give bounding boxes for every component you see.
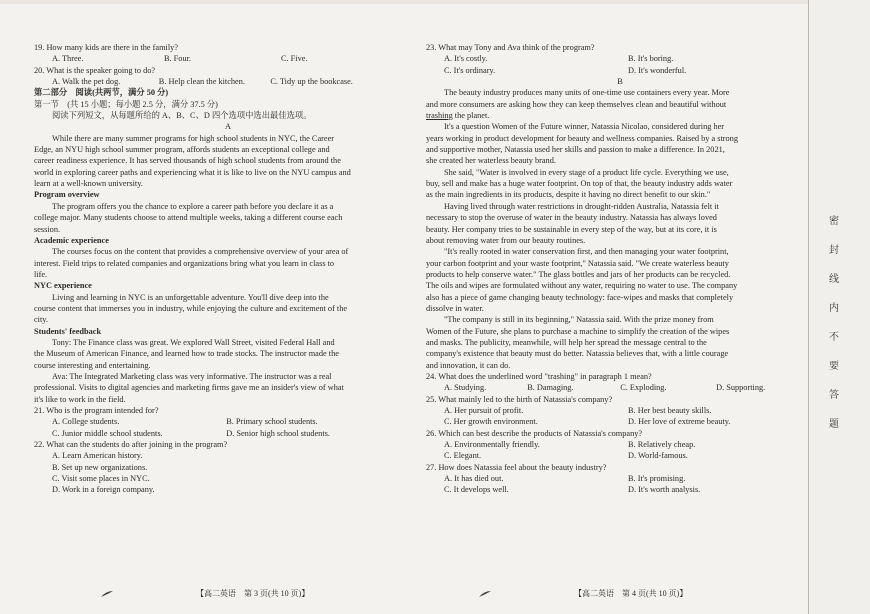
answer-option: A. Environmentally friendly.: [444, 440, 540, 450]
answer-option: D. Senior high school students.: [226, 428, 330, 438]
text-line: career readiness experience. It has served thousands of high school students from around the: [34, 156, 341, 166]
text-line: life.: [34, 269, 48, 279]
text-line: and masks. The publicity, meanwhile, will help her spread the message central to the: [426, 337, 707, 347]
text-line: beauty. Her company tries to be sustainable in every step of the way, but at its core, it is: [426, 224, 717, 234]
quill-icon: [100, 590, 114, 598]
left-page-footer: [100, 588, 400, 599]
answer-option: A. Three.: [52, 54, 84, 64]
answer-option: A. Studying.: [444, 383, 487, 393]
seal-line-char: 密: [829, 216, 839, 227]
text-line: The program offers you the chance to explore a career path before you declare it as a: [52, 201, 334, 211]
seal-line-char: 答: [829, 390, 839, 401]
text-line: years working in product development for beauty and wellness companies. Raised by a strong: [426, 133, 738, 143]
text-line: It's a question Women of the Future winner, Natassia Nicolao, considered during her: [444, 122, 725, 132]
text-line: 26. Which can best describe the products of Natassia's company?: [426, 428, 643, 438]
passage-letter: A: [225, 122, 231, 132]
text-line: necessary to stop the overuse of water in the beauty industry. Natassia has always loved: [426, 213, 717, 223]
text-line: B. Set up new organizations.: [52, 462, 148, 472]
text-line: session.: [34, 224, 61, 234]
text-line: 21. Who is the program intended for?: [34, 406, 159, 415]
answer-option: D. World-famous.: [628, 451, 688, 461]
right-page-number: 【高二英语 第 4 页(共 10 页)】: [574, 589, 688, 598]
text-line: 22. What can the students do after joining in the program?: [34, 440, 228, 450]
text-line: company's existence that beauty must do better. Natassia believes that, with a little courage: [426, 349, 729, 359]
text-line: 第一节 (共 15 小题；每小题 2.5 分，满分 37.5 分): [34, 99, 218, 109]
answer-option: C. Her growth environment.: [444, 417, 538, 427]
text-line: The beauty industry produces many units of one-time use containers every year. More: [444, 88, 730, 98]
answer-option: B. Relatively cheap.: [628, 440, 696, 450]
answer-options: [426, 439, 814, 450]
text-line: 20. What is the speaker going to do?: [34, 65, 156, 75]
text-line: "The company is still in its beginning," Natassia said. With the prize money from: [444, 315, 714, 325]
passage-letter: B: [617, 77, 623, 87]
text-line: it's like to work in the field.: [34, 394, 126, 404]
answer-option: C. Five.: [281, 54, 308, 64]
text-line: "It's really rooted in water conservation first, and then managing your water footprint,: [444, 247, 729, 257]
text-line: 23. What may Tony and Ava think of the program?: [426, 43, 595, 52]
section-heading: Students' feedback: [34, 326, 102, 336]
answer-option: A. It's costly.: [444, 54, 488, 64]
text-line: the Museum of American Finance, and learned how to trade stocks. The instructor made the: [34, 349, 339, 359]
text-line: interest. Field trips to related companies and organizations bring what you learn in class to: [34, 258, 335, 268]
answer-option: B. It's boring.: [628, 54, 674, 64]
text-line: college major. Many students choose to attend multiple weeks, taking a different course each: [34, 213, 343, 223]
answer-options: [426, 382, 814, 393]
answer-options: [426, 405, 814, 416]
answer-option: D. Her love of extreme beauty.: [628, 417, 731, 427]
text-line: and more consumers are asking how they can keep themselves clean and beautiful without: [426, 99, 727, 109]
answer-options: [426, 450, 814, 461]
answer-option: B. Damaging.: [527, 383, 574, 393]
left-page-number: 【高二英语 第 3 页(共 10 页)】: [196, 589, 310, 598]
text-line: Women of the Future, she plans to purchase a machine to simplify the creation of the wipes: [426, 326, 730, 336]
section-heading: Program overview: [34, 190, 100, 200]
section-heading: NYC experience: [34, 281, 92, 291]
seal-line-char: 线: [829, 274, 839, 285]
answer-option: C. It's ordinary.: [444, 65, 496, 75]
text-line: world in exploring career paths and experiencing what it is like to live on the NYU campus and: [34, 167, 351, 177]
text-line: also has a piece of game changing beauty technology: face-wipes and masks that completely: [426, 292, 734, 302]
answer-options: [34, 428, 422, 439]
text-line: she created her waterless beauty brand.: [426, 156, 556, 166]
text-line: Tony: The Finance class was great. We explored Wall Street, visited Federal Hall and: [52, 337, 335, 347]
text-line: dissolve in water.: [426, 303, 484, 313]
seal-line-char: 封: [829, 245, 839, 256]
text-line: buy, sell and make has a huge water footprint. On top of that, the beauty industry adds water: [426, 179, 733, 189]
text-line: products to help conserve water." The glass bottles and jars of her products can be recycled.: [426, 269, 731, 279]
text-line: course content that immerses you in industry, while enjoying the culture and excitement of the: [34, 303, 348, 313]
underlined-word: trashing: [426, 111, 453, 121]
section-heading: Academic experience: [34, 235, 109, 245]
seal-line-margin: [808, 0, 870, 614]
text-line: and supportive mother, Natassia used her skills and passion to make a difference. In 2021,: [426, 145, 725, 155]
answer-option: A. Walk the pet dog.: [52, 77, 121, 87]
text-line: 25. What mainly led to the birth of Natassia's company?: [426, 394, 613, 404]
text-line: learn at a well-known university.: [34, 179, 143, 189]
top-edge: [0, 0, 870, 4]
text-line: C. Visit some places in NYC.: [52, 474, 150, 484]
answer-option: B. Primary school students.: [226, 417, 318, 427]
seal-line-char: 要: [829, 361, 839, 372]
answer-option: A. Her pursuit of profit.: [444, 406, 524, 415]
text-line: D. Work in a foreign company.: [52, 485, 155, 495]
text-line: Edge, an NYU high school summer program, affords students an exceptional college and: [34, 145, 330, 155]
answer-options: [34, 416, 422, 427]
answer-options: [426, 53, 814, 64]
left-page: [34, 42, 422, 496]
answer-option: B. Help clean the kitchen.: [158, 77, 245, 87]
answer-options: [426, 473, 814, 484]
text-line: professional. Visits to digital agencies and marketing firms gave me an insider's view of what: [34, 383, 344, 393]
text-line: city.: [34, 315, 48, 325]
text-line: 19. How many kids are there in the family?: [34, 43, 179, 52]
seal-line-char: 内: [829, 303, 839, 314]
answer-option: D. It's wonderful.: [628, 65, 687, 75]
answer-option: C. Elegant.: [444, 451, 482, 461]
text-line: While there are many summer programs for high school students in NYC, the Career: [52, 133, 335, 143]
answer-option: C. Tidy up the bookcase.: [270, 77, 353, 87]
answer-options: [426, 416, 814, 427]
text-line: as the main ingredients in its products, despite it having no direct benefit to our skin.": [426, 190, 711, 200]
quill-icon: [478, 590, 492, 598]
answer-options: [426, 65, 814, 76]
text-line: 27. How does Natassia feel about the beauty industry?: [426, 462, 607, 472]
text-line: The oils and wipes are formulated without any water, requiring no water to use. The company: [426, 281, 738, 291]
text-line: course interesting and entertaining.: [34, 360, 151, 370]
answer-option: C. It develops well.: [444, 485, 509, 495]
text-line: The courses focus on the content that provides a comprehensive overview of your area of: [52, 247, 349, 257]
text-line: Having lived through water restrictions in drought-ridden Australia, Natassia felt it: [444, 201, 719, 211]
answer-option: A. College students.: [52, 417, 120, 427]
text-line: your carbon footprint and your waste footprint," Natassia said. "We create waterless beauty: [426, 258, 729, 268]
answer-option: B. Her best beauty skills.: [628, 406, 712, 415]
text-line: trashing the planet.: [426, 111, 490, 121]
text-line: A. Learn American history.: [52, 451, 143, 461]
answer-options: [426, 484, 814, 495]
answer-options: [34, 76, 422, 87]
text-line: Ava: The Integrated Marketing class was very informative. The instructor was a real: [52, 371, 332, 381]
seal-line-char: 不: [829, 332, 839, 343]
section-heading: 第二部分 阅读(共两节，满分 50 分): [34, 88, 169, 98]
text-line: 阅读下列短文，从每题所给的 A、B、C、D 四个选项中选出最佳选项。: [52, 111, 312, 121]
right-page-footer: [478, 588, 778, 599]
text-line: 24. What does the underlined word "trashing" in paragraph 1 mean?: [426, 371, 652, 381]
text-line: Living and learning in NYC is an unforgettable adventure. You'll dive deep into the: [52, 292, 329, 302]
answer-options: [34, 53, 422, 64]
answer-option: B. Four.: [164, 54, 191, 64]
answer-option: A. It has died out.: [444, 474, 504, 484]
text-line: about removing water from our beauty routines.: [426, 235, 586, 245]
seal-line-char: 题: [829, 419, 839, 430]
text-line: She said, "Water is involved in every stage of a product life cycle. Everything we use,: [444, 167, 729, 177]
answer-option: C. Junior middle school students.: [52, 428, 163, 438]
right-page: [426, 42, 814, 496]
answer-option: C. Exploding.: [620, 383, 667, 393]
answer-option: D. It's worth analysis.: [628, 485, 701, 495]
answer-option: B. It's promising.: [628, 474, 686, 484]
answer-option: D. Supporting.: [716, 383, 766, 393]
text-line: and innovation, it can do.: [426, 360, 511, 370]
